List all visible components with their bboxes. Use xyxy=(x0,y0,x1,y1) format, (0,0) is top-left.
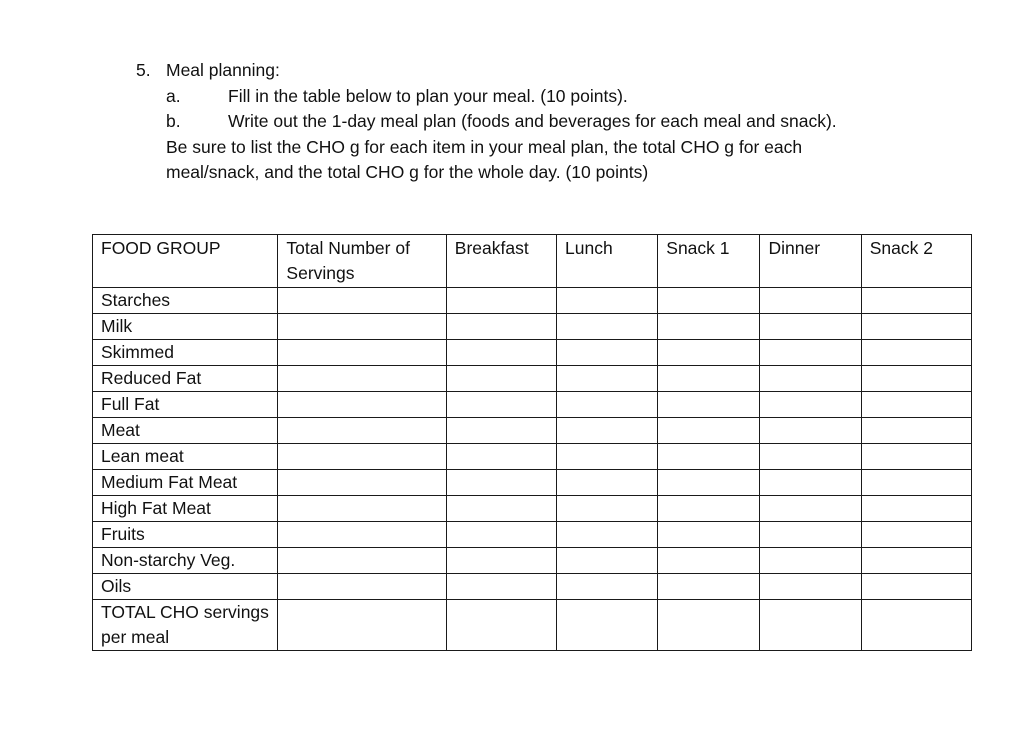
servings-entry-cell[interactable] xyxy=(446,314,556,340)
food-group-label: High Fat Meat xyxy=(93,496,278,522)
header-snack-1: Snack 1 xyxy=(658,235,760,288)
servings-entry-cell[interactable] xyxy=(278,418,446,444)
servings-entry-cell[interactable] xyxy=(760,444,861,470)
servings-entry-cell[interactable] xyxy=(861,444,971,470)
servings-entry-cell[interactable] xyxy=(446,366,556,392)
table-row xyxy=(93,314,972,340)
servings-entry-cell[interactable] xyxy=(658,470,760,496)
servings-entry-cell[interactable] xyxy=(278,496,446,522)
servings-entry-cell[interactable] xyxy=(278,340,446,366)
servings-entry-cell[interactable] xyxy=(760,548,861,574)
instruction-note-line-1: Be sure to list the CHO g for each item in your meal plan, the total CHO g for each xyxy=(166,136,803,157)
instruction-b-letter: b. xyxy=(166,111,181,131)
servings-entry-cell[interactable] xyxy=(760,392,861,418)
table-row xyxy=(93,418,972,444)
servings-entry-cell[interactable] xyxy=(278,574,446,600)
servings-entry-cell[interactable] xyxy=(658,366,760,392)
servings-entry-cell[interactable] xyxy=(557,314,658,340)
table-body xyxy=(93,288,972,651)
header-dinner: Dinner xyxy=(760,235,861,288)
food-group-label: TOTAL CHO servings per meal xyxy=(93,600,278,651)
servings-entry-cell[interactable] xyxy=(557,470,658,496)
servings-entry-cell[interactable] xyxy=(760,288,861,314)
food-group-label: Full Fat xyxy=(93,392,278,418)
servings-entry-cell[interactable] xyxy=(861,548,971,574)
servings-entry-cell[interactable] xyxy=(861,496,971,522)
servings-entry-cell[interactable] xyxy=(446,392,556,418)
table-row xyxy=(93,366,972,392)
servings-entry-cell[interactable] xyxy=(760,522,861,548)
servings-entry-cell[interactable] xyxy=(278,314,446,340)
servings-entry-cell[interactable] xyxy=(446,340,556,366)
food-group-label: Fruits xyxy=(93,522,278,548)
servings-entry-cell[interactable] xyxy=(760,574,861,600)
servings-entry-cell[interactable] xyxy=(760,600,861,651)
servings-entry-cell[interactable] xyxy=(760,340,861,366)
servings-entry-cell[interactable] xyxy=(861,522,971,548)
servings-entry-cell[interactable] xyxy=(278,366,446,392)
header-breakfast: Breakfast xyxy=(446,235,556,288)
servings-entry-cell[interactable] xyxy=(557,444,658,470)
servings-entry-cell[interactable] xyxy=(278,548,446,574)
servings-entry-cell[interactable] xyxy=(760,366,861,392)
servings-entry-cell[interactable] xyxy=(557,340,658,366)
header-lunch: Lunch xyxy=(557,235,658,288)
instruction-a-letter: a. xyxy=(166,85,181,106)
servings-entry-cell[interactable] xyxy=(658,288,760,314)
food-group-label: Reduced Fat xyxy=(93,366,278,392)
header-snack-2: Snack 2 xyxy=(861,235,971,288)
table-row xyxy=(93,548,972,574)
food-group-label: Lean meat xyxy=(93,444,278,470)
servings-entry-cell[interactable] xyxy=(658,600,760,651)
instruction-a xyxy=(136,84,996,110)
servings-entry-cell[interactable] xyxy=(557,548,658,574)
servings-entry-cell[interactable] xyxy=(557,392,658,418)
servings-entry-cell[interactable] xyxy=(446,496,556,522)
question-5 xyxy=(136,58,996,186)
servings-entry-cell[interactable] xyxy=(278,522,446,548)
instruction-a-text: Fill in the table below to plan your meal. (10 points). xyxy=(228,85,628,106)
header-food-group: FOOD GROUP xyxy=(93,235,278,288)
table-row xyxy=(93,574,972,600)
servings-entry-cell[interactable] xyxy=(658,522,760,548)
food-group-label: Meat xyxy=(93,418,278,444)
instruction-b xyxy=(136,109,996,135)
header-total-servings: Total Number of Servings xyxy=(278,235,446,288)
servings-entry-cell[interactable] xyxy=(278,600,446,651)
servings-entry-cell[interactable] xyxy=(557,366,658,392)
food-group-label: Non-starchy Veg. xyxy=(93,548,278,574)
servings-entry-cell[interactable] xyxy=(278,288,446,314)
servings-entry-cell[interactable] xyxy=(557,418,658,444)
question-title: Meal planning: xyxy=(166,60,280,80)
servings-entry-cell[interactable] xyxy=(861,600,971,651)
servings-entry-cell[interactable] xyxy=(446,600,556,651)
servings-entry-cell[interactable] xyxy=(557,288,658,314)
servings-entry-cell[interactable] xyxy=(861,418,971,444)
servings-entry-cell[interactable] xyxy=(861,392,971,418)
table-row xyxy=(93,496,972,522)
food-group-label: Medium Fat Meat xyxy=(93,470,278,496)
servings-entry-cell[interactable] xyxy=(557,522,658,548)
servings-entry-cell[interactable] xyxy=(658,314,760,340)
servings-entry-cell[interactable] xyxy=(658,444,760,470)
servings-entry-cell[interactable] xyxy=(446,288,556,314)
servings-entry-cell[interactable] xyxy=(446,418,556,444)
table-header-row xyxy=(93,235,972,288)
food-group-label: Skimmed xyxy=(93,340,278,366)
servings-entry-cell[interactable] xyxy=(658,496,760,522)
servings-entry-cell[interactable] xyxy=(446,444,556,470)
table-row xyxy=(93,444,972,470)
food-group-label: Oils xyxy=(93,574,278,600)
servings-entry-cell[interactable] xyxy=(861,314,971,340)
table-row xyxy=(93,470,972,496)
question-heading xyxy=(136,58,996,84)
servings-entry-cell[interactable] xyxy=(760,496,861,522)
servings-entry-cell[interactable] xyxy=(760,470,861,496)
servings-entry-cell[interactable] xyxy=(278,444,446,470)
servings-entry-cell[interactable] xyxy=(557,574,658,600)
servings-entry-cell[interactable] xyxy=(446,548,556,574)
servings-entry-cell[interactable] xyxy=(760,418,861,444)
instruction-note xyxy=(136,135,996,186)
servings-entry-cell[interactable] xyxy=(658,574,760,600)
servings-entry-cell[interactable] xyxy=(861,366,971,392)
servings-entry-cell[interactable] xyxy=(557,600,658,651)
table-row xyxy=(93,288,972,314)
servings-entry-cell[interactable] xyxy=(861,574,971,600)
servings-entry-cell[interactable] xyxy=(557,496,658,522)
servings-entry-cell[interactable] xyxy=(861,340,971,366)
servings-entry-cell[interactable] xyxy=(278,392,446,418)
servings-entry-cell[interactable] xyxy=(861,288,971,314)
food-group-label: Milk xyxy=(93,314,278,340)
servings-entry-cell[interactable] xyxy=(278,470,446,496)
food-group-label: Starches xyxy=(93,288,278,314)
servings-entry-cell[interactable] xyxy=(446,470,556,496)
table-total-row xyxy=(93,600,972,651)
table-row xyxy=(93,340,972,366)
servings-entry-cell[interactable] xyxy=(658,548,760,574)
servings-entry-cell[interactable] xyxy=(658,418,760,444)
table-row xyxy=(93,522,972,548)
servings-entry-cell[interactable] xyxy=(658,340,760,366)
instruction-b-text: Write out the 1-day meal plan (foods and beverages for each meal and snack). xyxy=(228,111,837,131)
servings-entry-cell[interactable] xyxy=(658,392,760,418)
question-number: 5. xyxy=(136,60,151,80)
servings-entry-cell[interactable] xyxy=(446,574,556,600)
servings-entry-cell[interactable] xyxy=(760,314,861,340)
instruction-note-line-2: meal/snack, and the total CHO g for the whole day. (10 points) xyxy=(166,162,649,182)
servings-entry-cell[interactable] xyxy=(861,470,971,496)
table-row xyxy=(93,392,972,418)
servings-entry-cell[interactable] xyxy=(446,522,556,548)
meal-plan-table xyxy=(92,234,972,651)
